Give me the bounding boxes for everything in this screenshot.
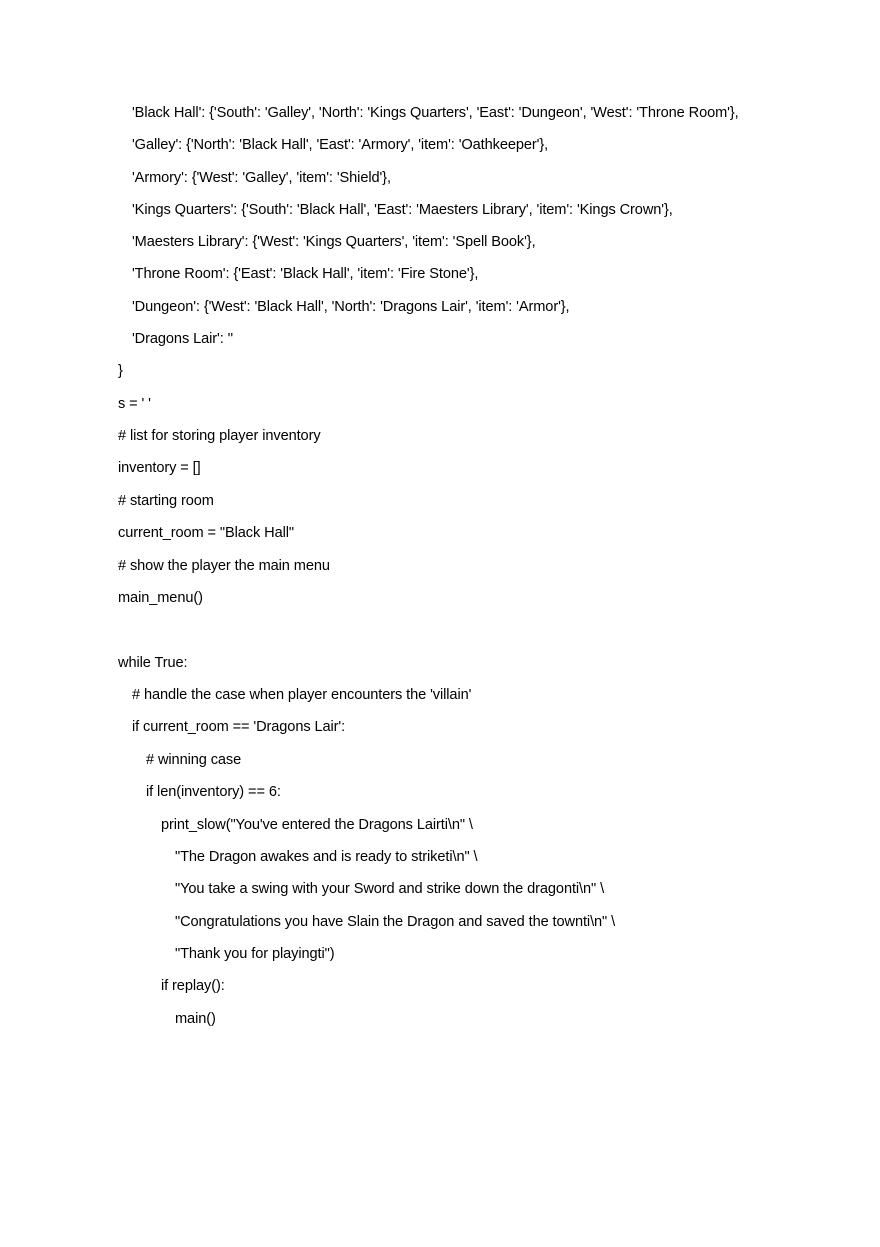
code-line: # list for storing player inventory — [118, 428, 321, 444]
code-line: 'Throne Room': {'East': 'Black Hall', 'item': 'Fire Stone'}, — [132, 266, 479, 282]
code-line: 'Dungeon': {'West': 'Black Hall', 'North': 'Dragons Lair', 'item': 'Armor'}, — [132, 299, 570, 315]
code-line: s = ' ' — [118, 396, 151, 412]
code-line: 'Maesters Library': {'West': 'Kings Quarters', 'item': 'Spell Book'}, — [132, 234, 536, 250]
code-line: # show the player the main menu — [118, 558, 330, 574]
code-line: print_slow("You've entered the Dragons Lairti\n" \ — [161, 817, 473, 833]
code-line: 'Galley': {'North': 'Black Hall', 'East': 'Armory', 'item': 'Oathkeeper'}, — [132, 137, 549, 153]
code-line: main() — [175, 1011, 216, 1027]
code-line: 'Dragons Lair': '' — [132, 331, 234, 347]
code-line: if replay(): — [161, 978, 225, 994]
code-line: 'Kings Quarters': {'South': 'Black Hall', 'East': 'Maesters Library', 'item': 'Kings Crown'}, — [132, 202, 673, 218]
code-line: # winning case — [146, 752, 242, 768]
code-line: current_room = "Black Hall" — [118, 525, 294, 541]
code-line: main_menu() — [118, 590, 203, 606]
code-line: "You take a swing with your Sword and strike down the dragonti\n" \ — [175, 881, 605, 897]
code-line: if len(inventory) == 6: — [146, 784, 281, 800]
code-line: # handle the case when player encounters the 'villain' — [132, 687, 472, 703]
code-line: # starting room — [118, 493, 214, 509]
code-line: "The Dragon awakes and is ready to striketi\n" \ — [175, 849, 478, 865]
code-line: if current_room == 'Dragons Lair': — [132, 719, 346, 735]
code-line: 'Black Hall': {'South': 'Galley', 'North': 'Kings Quarters', 'East': 'Dungeon', 'West': 'Throne Room'}, — [132, 105, 739, 121]
code-line: "Congratulations you have Slain the Dragon and saved the townti\n" \ — [175, 914, 616, 930]
code-line: inventory = [] — [118, 460, 201, 476]
code-line: while True: — [118, 655, 188, 671]
code-line: } — [118, 363, 123, 379]
code-line: 'Armory': {'West': 'Galley', 'item': 'Shield'}, — [132, 170, 391, 186]
code-line: "Thank you for playingti") — [175, 946, 335, 962]
